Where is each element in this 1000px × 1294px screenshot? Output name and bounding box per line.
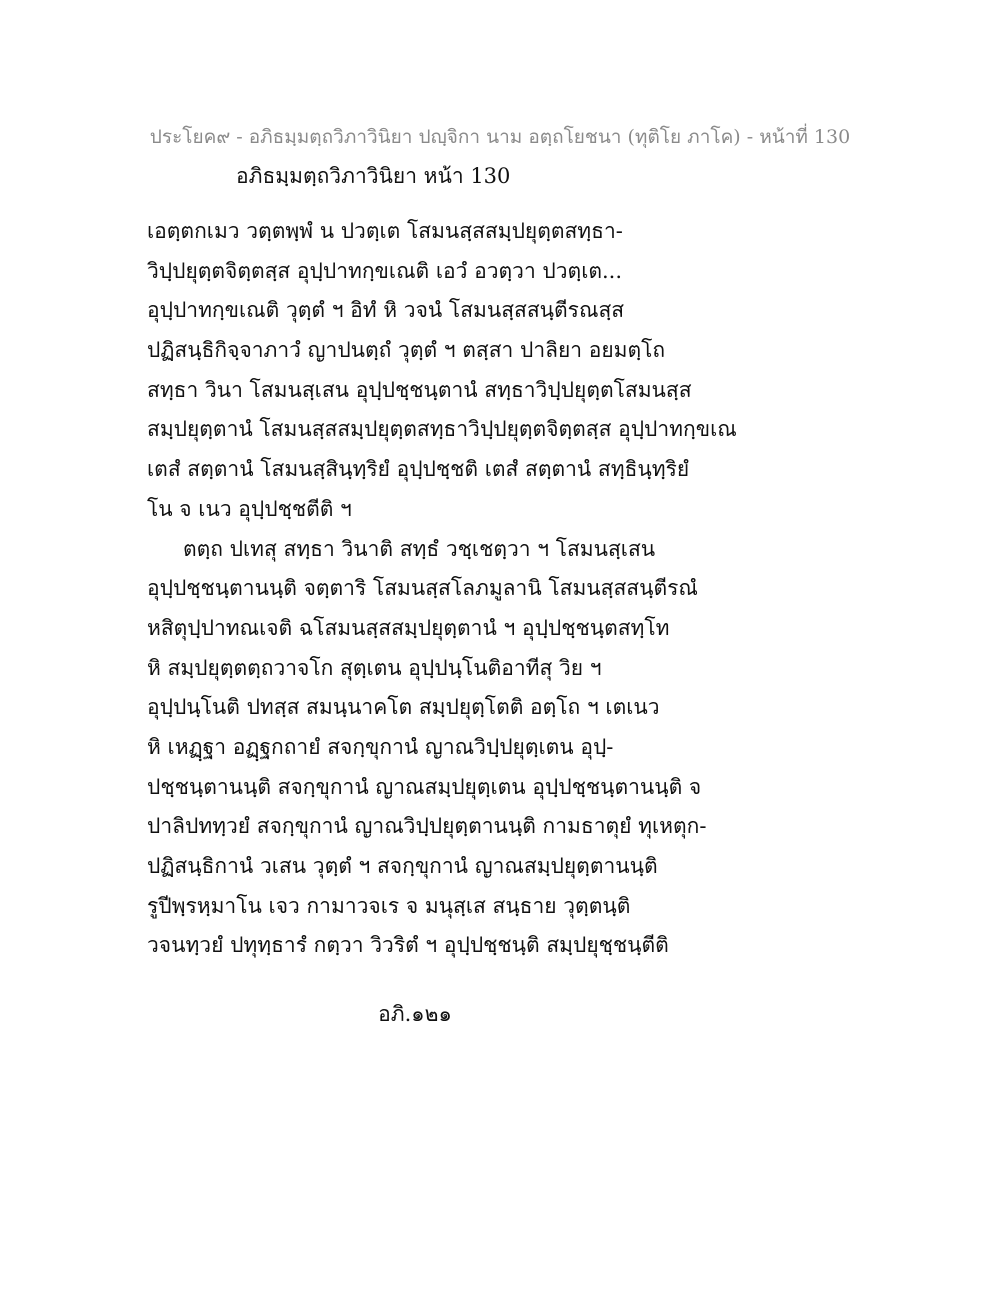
paragraph-start-line: ตตฺถ ปเทสุ สทฺธา วินาติ สทฺธํ วชฺเชตฺวา ฯ โสมนสฺเสน (183, 536, 656, 561)
text-line: โน จ เนว อุปฺปชฺชตีติ ฯ (147, 496, 352, 521)
footer-reference: อภิ.๑๒๑ (378, 1002, 452, 1026)
text-line: อุปฺปชฺชนฺตานนฺติ จตฺตาริ โสมนสฺสโลภมูลานิ โสมนสฺสสนฺตีรณํ (147, 576, 698, 601)
text-line: ปชฺชนฺตานนฺติ สจกฺขุกานํ ญาณสมฺปยุตฺเตน อุปฺปชฺชนฺตานนฺติ จ (147, 774, 702, 799)
text-line: วจนทฺวยํ ปทุทฺธารํ กตฺวา วิวริตํ ฯ อุปฺปชฺชนฺติ สมฺปยุชฺชนฺตีติ (147, 933, 669, 958)
text-line: วิปฺปยุตฺตจิตฺตสฺส อุปฺปาทกฺขเณติ เอวํ อวตฺวา ปวตฺเต... (147, 258, 623, 283)
running-header: ประโยค๙ - อภิธมฺมตฺถวิภาวินิยา ปญฺจิกา นาม อตฺถโยชนา (ทุติโย ภาโค) - หน้าที่ 130 (149, 126, 851, 148)
text-line: หิ สมฺปยุตฺตตฺถวาจโก สุตฺเตน อุปฺปนฺโนติอาทีสุ วิย ฯ (147, 655, 602, 680)
text-line: หิ เหฏฺฐา อฏฺฐกถายํ สจกฺขุกานํ ญาณวิปฺปยุตฺเตน อุปฺ- (147, 734, 614, 759)
text-line: ปฏิสนฺธิกานํ วเสน วุตฺตํ ฯ สจกฺขุกานํ ญาณสมฺปยุตฺตานนฺติ (147, 854, 658, 878)
text-line: เตสํ สตฺตานํ โสมนสฺสินฺทฺริยํ อุปฺปชฺชติ เตสํ สตฺตานํ สทฺธินฺทฺริยํ (147, 457, 690, 482)
page-subtitle: อภิธมฺมตฺถวิภาวินิยา หน้า 130 (236, 164, 511, 188)
text-line: อุปฺปนฺโนติ ปทสฺส สมนฺนาคโต สมฺปยุตฺโตติ อตฺโถ ฯ เตเนว (147, 695, 660, 720)
text-line: เอตฺตกเมว วตฺตพฺพํ น ปวตฺเต โสมนสฺสสมฺปยุตฺตสทฺธา- (147, 219, 623, 243)
text-line: สมฺปยุตฺตานํ โสมนสฺสสมฺปยุตฺตสทฺธาวิปฺปยุตฺตจิตฺตสฺส อุปฺปาทกฺขเณ (147, 417, 737, 442)
text-line: ปฏิสนฺธิกิจฺจาภาวํ ญาปนตฺถํ วุตฺตํ ฯ ตสฺสา ปาลิยา อยมตฺโถ (147, 338, 666, 363)
text-line: สทฺธา วินา โสมนสฺเสน อุปฺปชฺชนฺตานํ สทฺธาวิปฺปยุตฺตโสมนสฺส (147, 377, 692, 402)
text-line: ปาลิปททฺวยํ สจกฺขุกานํ ญาณวิปฺปยุตฺตานนฺติ กามธาตุยํ ทุเหตุก- (147, 814, 707, 839)
body-text (147, 212, 847, 966)
text-line: อุปฺปาทกฺขเณติ วุตฺตํ ฯ อิทํ หิ วจนํ โสมนสฺสสนฺตีรณสฺส (147, 298, 625, 323)
text-line: หสิตุปฺปาทณเจติ ฉโสมนสฺสสมฺปยุตฺตานํ ฯ อุปฺปชฺชนฺตสทฺโท (147, 615, 670, 640)
text-line: รูปีพฺรหฺมาโน เจว กามาวจเร จ มนุสฺเส สนฺธาย วุตฺตนฺติ (147, 893, 631, 918)
